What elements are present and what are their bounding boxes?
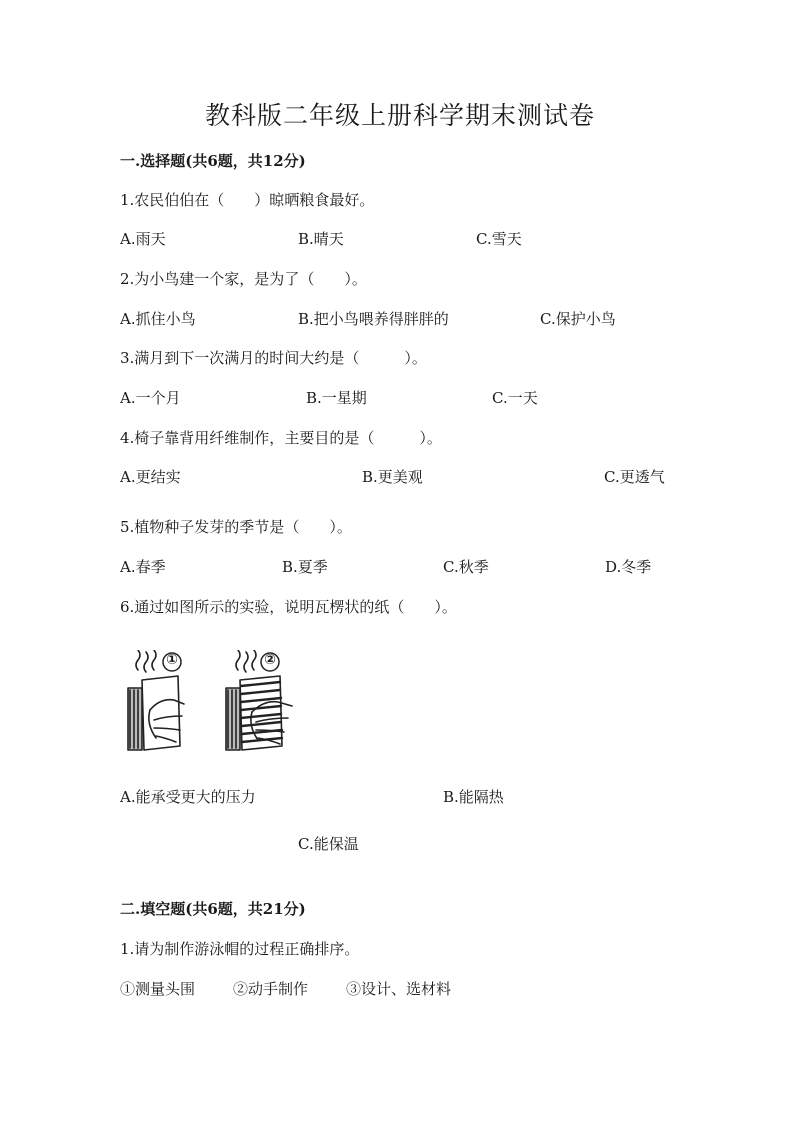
experiment-figure (120, 650, 310, 760)
question-2: 2.为小鸟建一个家，是为了（ ）。 (120, 270, 367, 288)
page-title: 教科版二年级上册科学期末测试卷 (204, 101, 595, 130)
fill-q1-item-2: ②动手制作 (233, 980, 309, 998)
q6-option-a[interactable]: A.能承受更大的压力 (120, 788, 256, 806)
figure-2-label: ② (264, 652, 276, 668)
q4-option-c[interactable]: C.更透气 (604, 468, 665, 486)
q6-option-b[interactable]: B.能隔热 (443, 788, 504, 806)
question-5: 5.植物种子发芽的季节是（ ）。 (120, 518, 352, 536)
corrugated-paper-figure (226, 650, 292, 750)
q2-option-c[interactable]: C.保护小鸟 (540, 310, 616, 328)
figure-1-label: ① (166, 652, 178, 668)
q3-option-a[interactable]: A.一个月 (120, 389, 181, 407)
question-3: 3.满月到下一次满月的时间大约是（ ）。 (120, 349, 427, 367)
q1-option-b[interactable]: B.晴天 (298, 230, 344, 248)
q1-option-a[interactable]: A.雨天 (120, 230, 166, 248)
q4-option-b[interactable]: B.更美观 (362, 468, 423, 486)
q3-option-b[interactable]: B.一星期 (306, 389, 367, 407)
q5-option-b[interactable]: B.夏季 (282, 558, 328, 576)
q3-option-c[interactable]: C.一天 (492, 389, 538, 407)
q5-option-a[interactable]: A.春季 (120, 558, 166, 576)
fill-q1-item-3: ③设计、选材料 (346, 980, 452, 998)
q2-option-a[interactable]: A.抓住小鸟 (120, 310, 196, 328)
q4-option-a[interactable]: A.更结实 (120, 468, 181, 486)
q2-option-b[interactable]: B.把小鸟喂养得胖胖的 (298, 310, 449, 328)
section-2-heading: 二.填空题(共6题，共21分) (120, 900, 306, 918)
q5-option-c[interactable]: C.秋季 (443, 558, 489, 576)
question-6: 6.通过如图所示的实验，说明瓦楞状的纸（ ）。 (120, 598, 457, 616)
fill-q1-item-1: ①测量头围 (120, 980, 196, 998)
q5-option-d[interactable]: D.冬季 (605, 558, 652, 576)
section-1-heading: 一.选择题(共6题，共12分) (120, 152, 306, 170)
fill-question-1: 1.请为制作游泳帽的过程正确排序。 (120, 940, 360, 958)
question-1: 1.农民伯伯在（ ）晾晒粮食最好。 (120, 191, 375, 209)
q6-option-c[interactable]: C.能保温 (298, 835, 359, 853)
question-4: 4.椅子靠背用纤维制作，主要目的是（ ）。 (120, 429, 442, 447)
q1-option-c[interactable]: C.雪天 (476, 230, 522, 248)
corrugated-paper-experiment-illustration (120, 650, 310, 760)
